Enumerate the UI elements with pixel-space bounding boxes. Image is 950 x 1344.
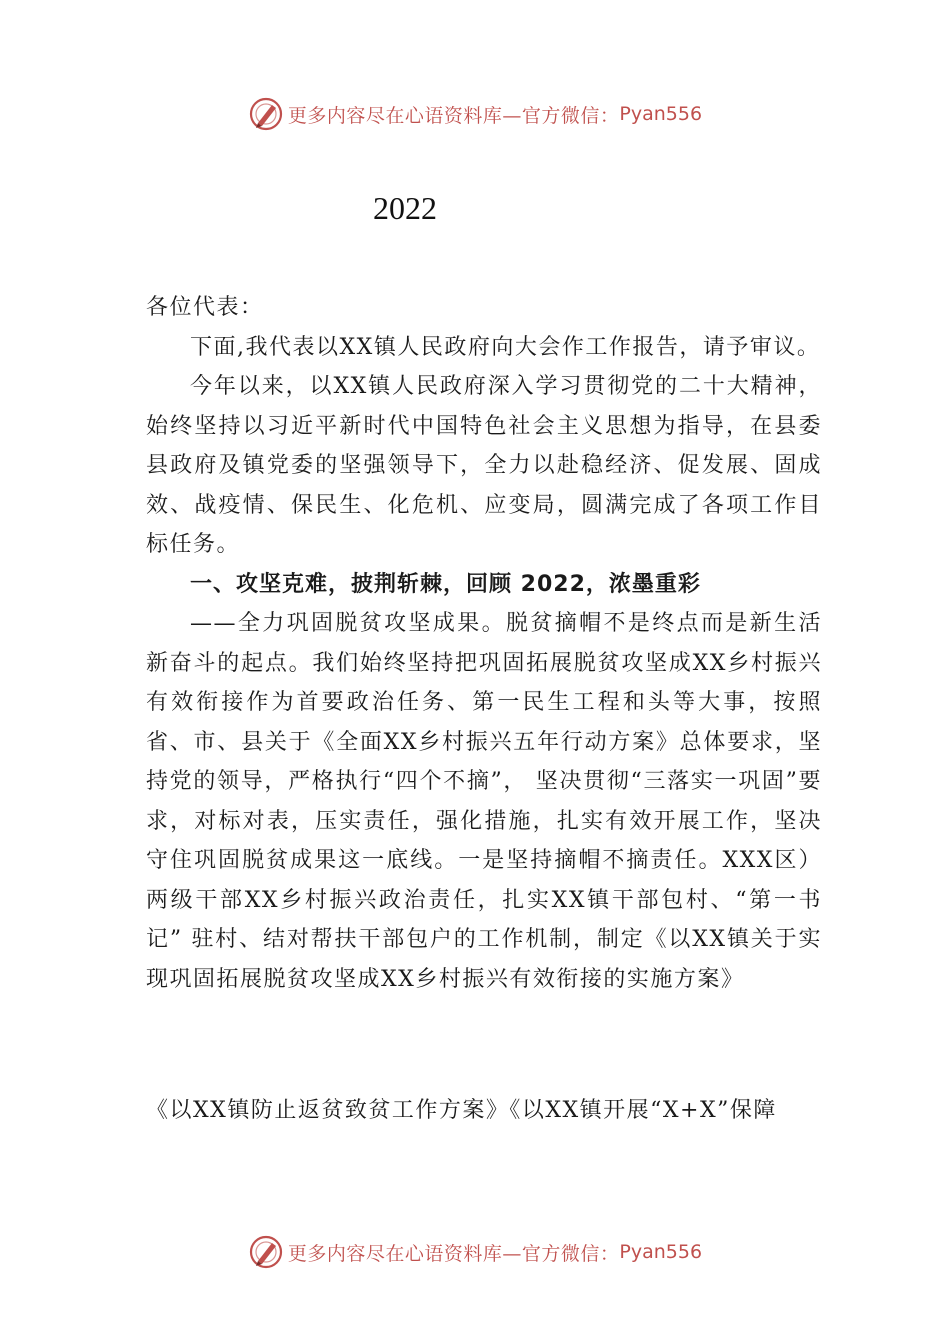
paragraph-section: ——全力巩固脱贫攻坚成果。脱贫摘帽不是终点而是新生活新奋斗的起点。我们始终坚持把巩固拓展脱贫攻坚成XX乡村振兴有效衔接作为首要政治任务、第一民生工程和头等大事，按照省、市、县关于《全面XX乡村振兴五年行动方案》总体要求，坚持党的领导，严格执行“四个不摘”， 坚决贯彻“三落实一巩固”要求，对标对表，压实责任，强化措施，扎实有效开展工作，坚决守住巩固脱贫成果这一底线。一是坚持摘帽不摘责任。XXX区）两级干部XX乡村振兴政治责任，扎实XX镇干部包村、“第一书记” 驻村、结对帮扶干部包户的工作机制，制定《以XX镇关于实现巩固拓展脱贫攻坚成XX乡村振兴有效衔接的实施方案》	[146, 611, 822, 992]
wechat-id: Pyan556	[619, 103, 703, 125]
tail-text: 《以XX镇防止返贫致贫工作方案》《以XX镇开展“X+X”保障	[146, 1098, 777, 1123]
pen-logo-icon	[248, 96, 284, 132]
header-banner	[0, 94, 950, 134]
footer-banner	[0, 1232, 950, 1272]
section-heading: 一、攻坚克难，披荆斩棘，回顾 2022，浓墨重彩	[190, 571, 701, 597]
pen-logo-icon	[248, 1234, 284, 1270]
document-tail	[146, 1092, 836, 1130]
footer-banner-text: 更多内容尽在心语资料库—官方微信：	[287, 1242, 620, 1265]
banner-text: 更多内容尽在心语资料库—官方微信：	[287, 104, 620, 127]
footer-wechat-id: Pyan556	[619, 1241, 703, 1263]
paragraph-intro: 下面,我代表以XX镇人民政府向大会作工作报告，请予审议。	[190, 334, 821, 360]
salutation: 各位代表：	[146, 295, 264, 320]
page-title: 2022	[373, 190, 437, 226]
document-body	[146, 288, 822, 999]
paragraph-summary: 今年以来，以XX镇人民政府深入学习贯彻党的二十大精神，始终坚持以习近平新时代中国特色社会主义思想为指导，在县委县政府及镇党委的坚强领导下，全力以赴稳经济、促发展、固成效、战疫情、保民生、化危机、应变局，圆满完成了各项工作目标任务。	[146, 374, 822, 557]
